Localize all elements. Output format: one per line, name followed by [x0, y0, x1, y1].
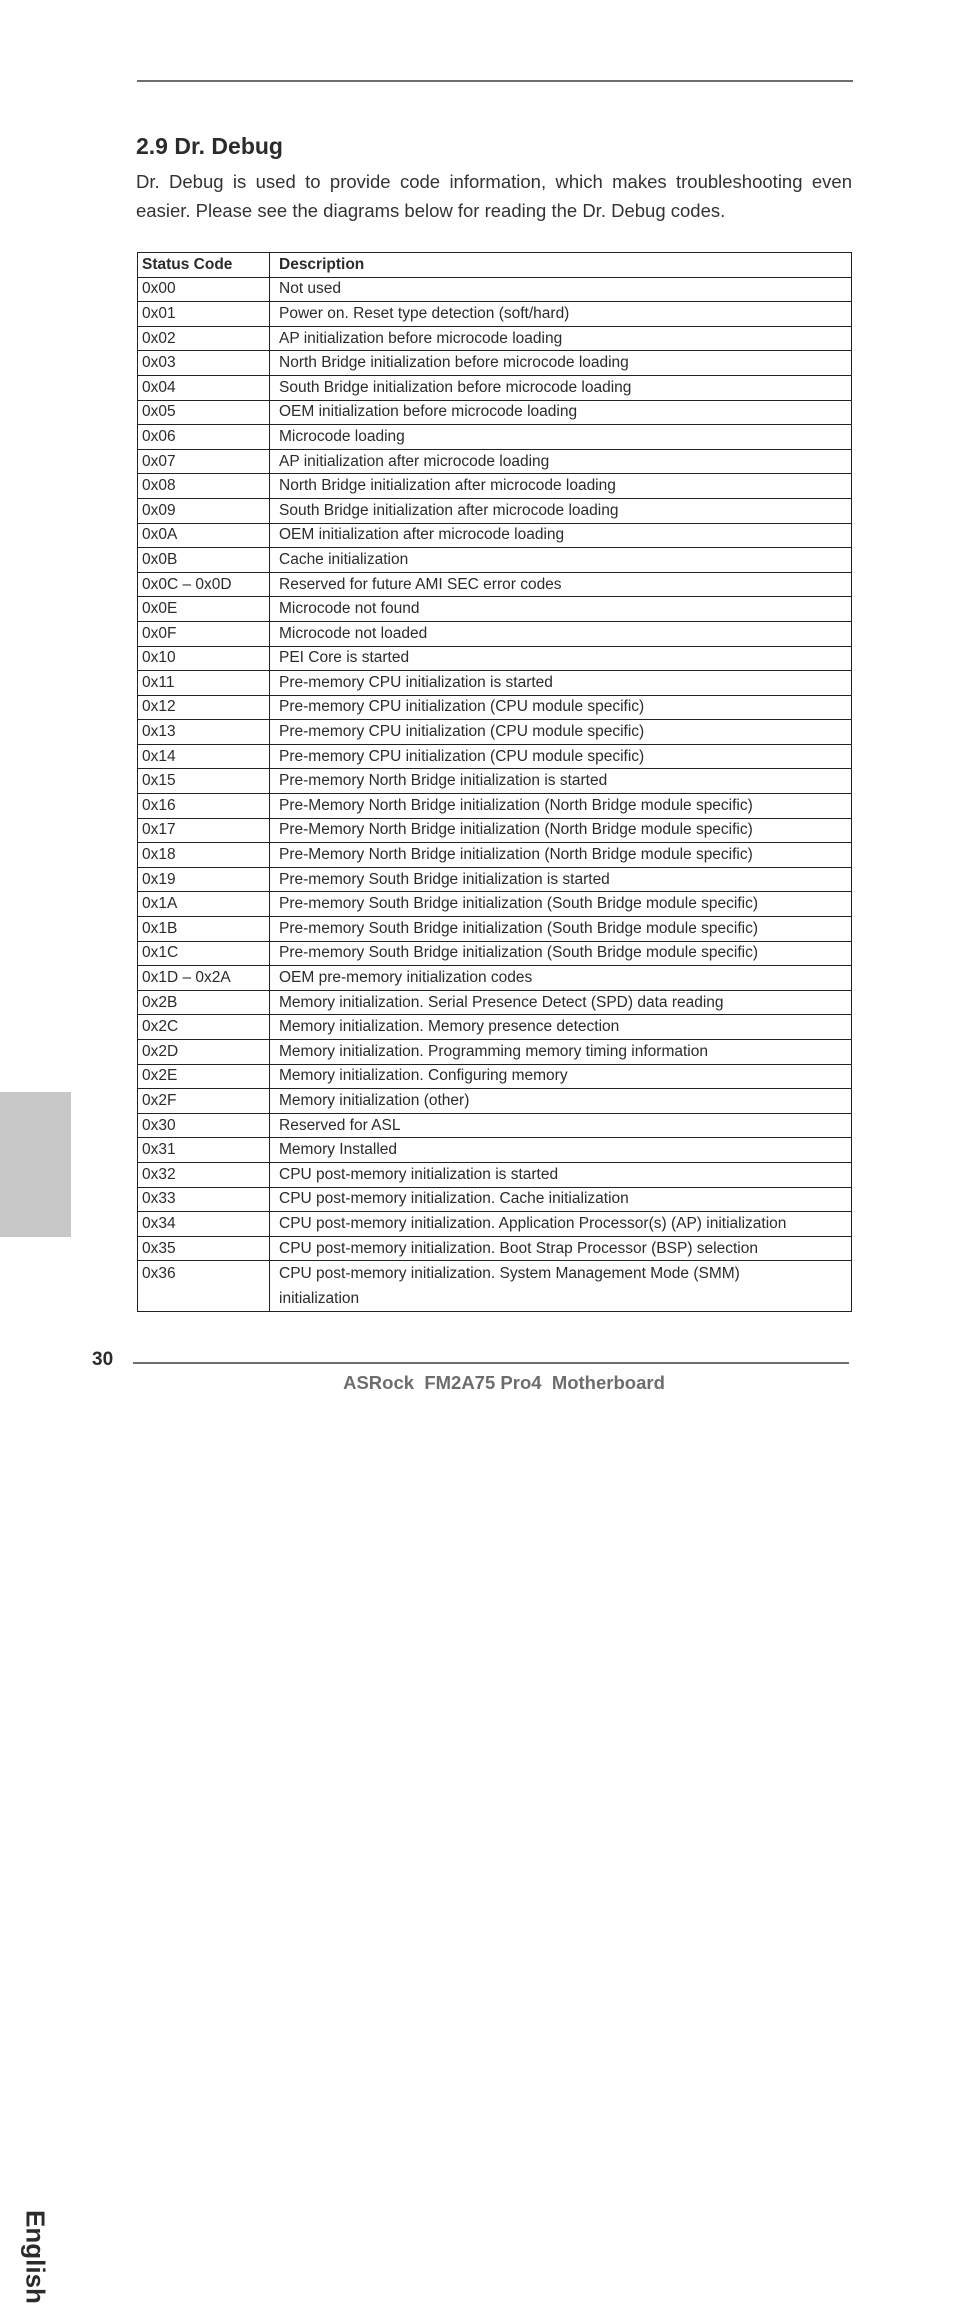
description-cell: OEM pre-memory initialization codes: [270, 966, 852, 991]
status-code-cell: 0x11: [138, 671, 270, 696]
table-row: [138, 695, 852, 720]
debug-code-table: [137, 252, 852, 1312]
table-row: [138, 1040, 852, 1065]
status-code-cell: 0x33: [138, 1187, 270, 1212]
table-row: [138, 498, 852, 523]
table-row: [138, 1236, 852, 1261]
status-code-cell: 0x18: [138, 843, 270, 868]
section-title: 2.9 Dr. Debug: [136, 133, 283, 159]
status-code-cell: 0x07: [138, 449, 270, 474]
status-code-cell: 0x36: [138, 1261, 270, 1312]
table-row: [138, 794, 852, 819]
status-code-cell: 0x05: [138, 400, 270, 425]
status-code-cell: 0x03: [138, 351, 270, 376]
status-code-cell: 0x1B: [138, 917, 270, 942]
table-row: [138, 302, 852, 327]
status-code-cell: 0x09: [138, 498, 270, 523]
table-row: [138, 1261, 852, 1312]
description-cell: Memory initialization. Programming memory timing information: [270, 1040, 852, 1065]
status-code-cell: 0x08: [138, 474, 270, 499]
status-code-cell: 0x30: [138, 1113, 270, 1138]
description-cell: Pre-Memory North Bridge initialization (North Bridge module specific): [270, 843, 852, 868]
description-cell: Pre-memory South Bridge initialization (South Bridge module specific): [270, 892, 852, 917]
description-cell: CPU post-memory initialization. System Management Mode (SMM) initialization: [270, 1261, 852, 1312]
table-row: [138, 474, 852, 499]
status-code-cell: 0x2E: [138, 1064, 270, 1089]
description-cell: Pre-Memory North Bridge initialization (North Bridge module specific): [270, 818, 852, 843]
page-number: 30: [92, 1349, 114, 1370]
table-row: [138, 277, 852, 302]
status-code-cell: 0x0E: [138, 597, 270, 622]
status-code-cell: 0x1C: [138, 941, 270, 966]
table-row: [138, 720, 852, 745]
table-row: [138, 425, 852, 450]
status-code-cell: 0x2D: [138, 1040, 270, 1065]
description-cell: Reserved for ASL: [270, 1113, 852, 1138]
description-cell: Pre-memory South Bridge initialization (South Bridge module specific): [270, 917, 852, 942]
status-code-cell: 0x0A: [138, 523, 270, 548]
description-cell: South Bridge initialization before microcode loading: [270, 375, 852, 400]
description-cell: Pre-memory CPU initialization (CPU module specific): [270, 720, 852, 745]
status-code-header: Status Code: [138, 253, 270, 278]
language-side-tab: [0, 1092, 71, 2304]
description-cell: Microcode not found: [270, 597, 852, 622]
status-code-cell: 0x02: [138, 326, 270, 351]
description-cell: CPU post-memory initialization. Cache initialization: [270, 1187, 852, 1212]
status-code-cell: 0x15: [138, 769, 270, 794]
status-code-cell: 0x19: [138, 867, 270, 892]
description-cell: North Bridge initialization after microcode loading: [270, 474, 852, 499]
table-row: [138, 1162, 852, 1187]
table-row: [138, 941, 852, 966]
table-row: [138, 449, 852, 474]
description-cell: Memory initialization (other): [270, 1089, 852, 1114]
status-code-cell: 0x0F: [138, 621, 270, 646]
table-row: [138, 351, 852, 376]
status-code-cell: 0x00: [138, 277, 270, 302]
table-row: [138, 548, 852, 573]
description-cell: Microcode not loaded: [270, 621, 852, 646]
description-cell: Cache initialization: [270, 548, 852, 573]
description-cell: Not used: [270, 277, 852, 302]
table-row: [138, 326, 852, 351]
description-cell: AP initialization before microcode loading: [270, 326, 852, 351]
table-row: [138, 621, 852, 646]
description-cell: PEI Core is started: [270, 646, 852, 671]
table-row: [138, 1138, 852, 1163]
status-code-cell: 0x0B: [138, 548, 270, 573]
table-row: [138, 990, 852, 1015]
description-cell: OEM initialization after microcode loading: [270, 523, 852, 548]
status-code-cell: 0x34: [138, 1212, 270, 1237]
description-cell: Pre-memory CPU initialization (CPU module specific): [270, 744, 852, 769]
description-cell: Microcode loading: [270, 425, 852, 450]
status-code-cell: 0x2C: [138, 1015, 270, 1040]
language-label: English: [20, 2210, 51, 2304]
description-header: Description: [270, 253, 852, 278]
description-cell: Pre-memory CPU initialization (CPU module specific): [270, 695, 852, 720]
description-cell: Pre-memory South Bridge initialization is started: [270, 867, 852, 892]
status-code-cell: 0x12: [138, 695, 270, 720]
description-cell: Pre-memory South Bridge initialization (South Bridge module specific): [270, 941, 852, 966]
table-row: [138, 1212, 852, 1237]
status-code-cell: 0x1A: [138, 892, 270, 917]
table-row: [138, 818, 852, 843]
table-row: [138, 1015, 852, 1040]
status-code-cell: 0x35: [138, 1236, 270, 1261]
status-code-cell: 0x04: [138, 375, 270, 400]
status-code-cell: 0x0C – 0x0D: [138, 572, 270, 597]
table-row: [138, 523, 852, 548]
status-code-cell: 0x17: [138, 818, 270, 843]
table-row: [138, 744, 852, 769]
table-row: [138, 597, 852, 622]
table-row: [138, 843, 852, 868]
table-row: [138, 646, 852, 671]
status-code-cell: 0x2F: [138, 1089, 270, 1114]
description-cell: Reserved for future AMI SEC error codes: [270, 572, 852, 597]
table-row: [138, 572, 852, 597]
description-cell: CPU post-memory initialization. Boot Strap Processor (BSP) selection: [270, 1236, 852, 1261]
table-row: [138, 1187, 852, 1212]
table-row: [138, 867, 852, 892]
description-cell: Memory initialization. Configuring memory: [270, 1064, 852, 1089]
description-cell: Memory Installed: [270, 1138, 852, 1163]
table-row: [138, 917, 852, 942]
status-code-cell: 0x13: [138, 720, 270, 745]
status-code-cell: 0x06: [138, 425, 270, 450]
table-row: [138, 892, 852, 917]
section-intro: Dr. Debug is used to provide code information, which makes troubleshooting even easier. Please see the diagrams below for reading the Dr. Debug codes.: [136, 171, 852, 221]
description-cell: North Bridge initialization before microcode loading: [270, 351, 852, 376]
status-code-cell: 0x14: [138, 744, 270, 769]
description-cell: OEM initialization before microcode loading: [270, 400, 852, 425]
status-code-cell: 0x10: [138, 646, 270, 671]
description-cell: CPU post-memory initialization. Application Processor(s) (AP) initialization: [270, 1212, 852, 1237]
table-row: [138, 375, 852, 400]
status-code-cell: 0x16: [138, 794, 270, 819]
status-code-cell: 0x2B: [138, 990, 270, 1015]
table-row: [138, 1089, 852, 1114]
description-cell: Pre-Memory North Bridge initialization (North Bridge module specific): [270, 794, 852, 819]
table-row: [138, 966, 852, 991]
table-header-row: [138, 253, 852, 278]
description-cell: South Bridge initialization after microcode loading: [270, 498, 852, 523]
description-cell: CPU post-memory initialization is started: [270, 1162, 852, 1187]
description-cell: Power on. Reset type detection (soft/hard): [270, 302, 852, 327]
description-cell: Memory initialization. Serial Presence Detect (SPD) data reading: [270, 990, 852, 1015]
table-row: [138, 1113, 852, 1138]
table-row: [138, 769, 852, 794]
table-row: [138, 400, 852, 425]
table-row: [138, 671, 852, 696]
top-divider: [137, 80, 853, 82]
description-cell: Pre-memory CPU initialization is started: [270, 671, 852, 696]
status-code-cell: 0x1D – 0x2A: [138, 966, 270, 991]
description-cell: Pre-memory North Bridge initialization is started: [270, 769, 852, 794]
status-code-cell: 0x32: [138, 1162, 270, 1187]
description-cell: Memory initialization. Memory presence detection: [270, 1015, 852, 1040]
description-cell: AP initialization after microcode loading: [270, 449, 852, 474]
table-body: [138, 277, 852, 1312]
footer-product-name: ASRock FM2A75 Pro4 Motherboard: [343, 1372, 665, 1393]
status-code-cell: 0x01: [138, 302, 270, 327]
bottom-divider: [133, 1362, 849, 1364]
table-row: [138, 1064, 852, 1089]
status-code-cell: 0x31: [138, 1138, 270, 1163]
